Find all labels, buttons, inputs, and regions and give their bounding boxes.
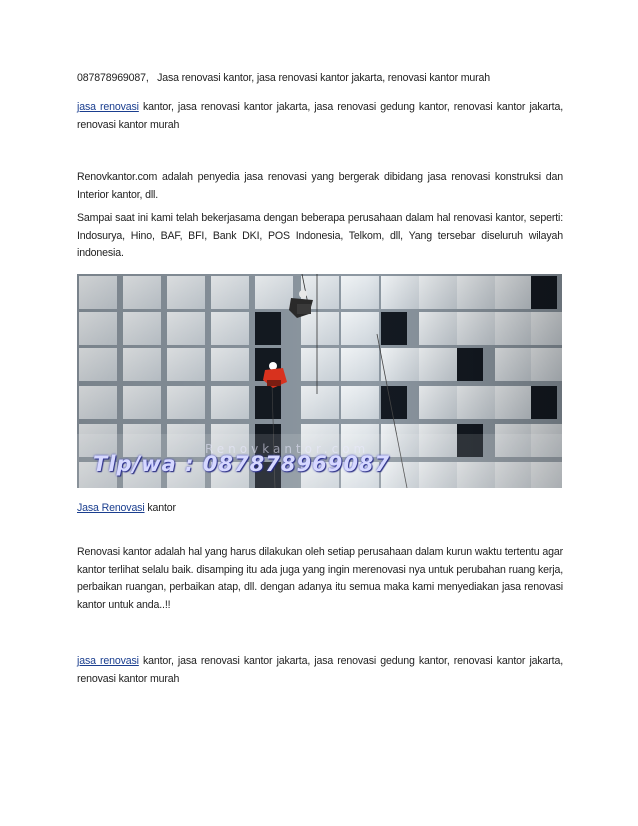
keywords-text-2: kantor, jasa renovasi kantor jakarta, jasa renovasi gedung kantor, renovasi kantor jakarta, renovasi kantor murah — [77, 655, 563, 685]
intro-paragraph-1: Renovkantor.com adalah penyedia jasa renovasi yang bergerak dibidang jasa renovasi konstruksi dan Interior kantor, dll. — [77, 171, 563, 201]
keywords-text-1: kantor, jasa renovasi kantor jakarta, jasa renovasi gedung kantor, renovasi kantor jakarta, renovasi kantor murah — [77, 101, 563, 131]
caption-line — [77, 500, 563, 518]
keywords-paragraph-2 — [77, 653, 563, 688]
header-line — [77, 70, 563, 88]
header-keywords: Jasa renovasi kantor, jasa renovasi kantor jakarta, renovasi kantor murah — [157, 72, 491, 84]
jasa-renovasi-link-1[interactable]: jasa renovasi — [77, 101, 139, 113]
keywords-paragraph-1 — [77, 99, 563, 134]
jasa-renovasi-link-2[interactable]: jasa renovasi — [77, 655, 139, 667]
body-paragraph: Renovasi kantor adalah hal yang harus dilakukan oleh setiap perusahaan dalam kurun waktu tertentu agar kantor terlihat selalu baik. disamping itu ada juga yang ingin merenovasi nya untuk perubahan ruang kerja, perbaikan ruangan, perbaikan atap, dll. dengan adanya itu semua maka kami menyediakan jasa renovasi kantor untuk anda..!! — [77, 546, 563, 611]
phone-watermark: Tlp/wa : 087878969087 — [93, 452, 391, 476]
building-photo — [77, 274, 562, 488]
jasa-renovasi-caption-link[interactable]: Jasa Renovasi — [77, 502, 145, 514]
intro-paragraph-2: Sampai saat ini kami telah bekerjasama dengan beberapa perusahaan dalam hal renovasi kantor, seperti: Indosurya, Hino, BAF, BFI, Bank DKI, POS Indonesia, Telkom, dll, Yang tersebar diseluruh wilayah indonesia. — [77, 212, 563, 259]
caption-text: kantor — [144, 502, 176, 514]
watermark-site: Renovkantor.com — [205, 442, 370, 456]
phone-number: 087878969087, — [77, 72, 149, 84]
